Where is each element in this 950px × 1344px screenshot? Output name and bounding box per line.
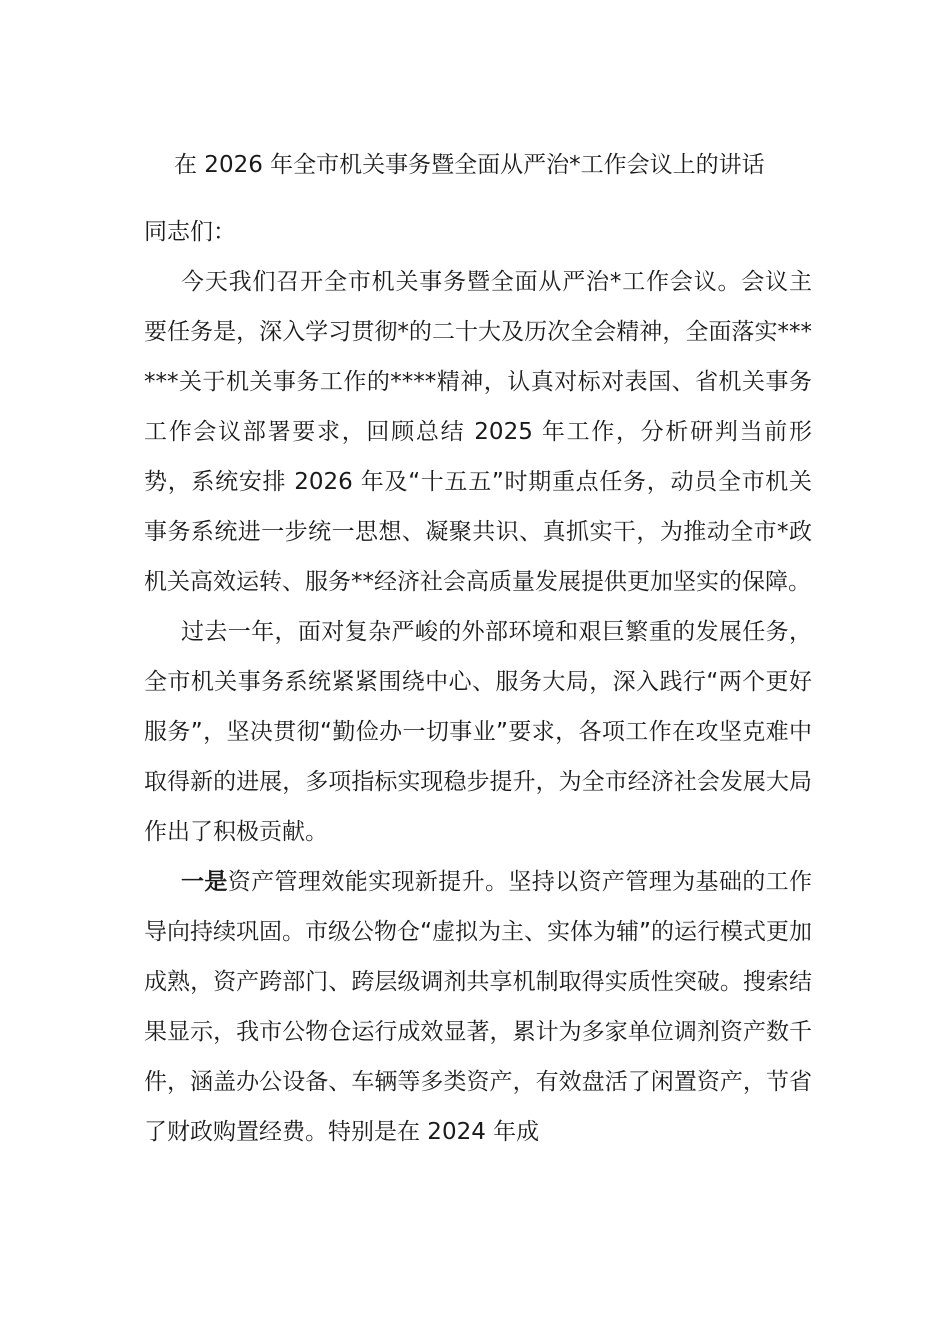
paragraph-text: 今天我们召开全市机关事务暨全面从严治*工作会议。会议主要任务是，深入学习贯彻*的二十大及历次全会精神，全面落实******关于机关事务工作的****精神，认真对标对表国、省机关事务工作会议部署要求，回顾总结 2025 年工作，分析研判当前形势，系统安排 2026 年及“十五五”时期重点任务，动员全市机关事务系统进一步统一思想、凝聚共识、真抓实干，为推动全市*政机关高效运转、服务**经济社会高质量发展提供更加坚实的保障。: [144, 269, 812, 595]
paragraph-lead: 一是: [181, 869, 228, 895]
paragraph-asset-management: [144, 857, 812, 1157]
salutation: 同志们：: [144, 219, 236, 245]
paragraph-text: 过去一年，面对复杂严峻的外部环境和艰巨繁重的发展任务，全市机关事务系统紧紧围绕中心、服务大局，深入践行“两个更好服务”，坚决贯彻“勤俭办一切事业”要求，各项工作在攻坚克难中取得新的进展，多项指标实现稳步提升，为全市经济社会发展大局作出了积极贡献。: [144, 619, 812, 845]
paragraph-review: [144, 607, 812, 857]
document-body: [144, 207, 812, 1157]
paragraph-text: 资产管理效能实现新提升。坚持以资产管理为基础的工作导向持续巩固。市级公物仓“虚拟为主、实体为辅”的运行模式更加成熟，资产跨部门、跨层级调剂共享机制取得实质性突破。搜索结果显示，我市公物仓运行成效显著，累计为多家单位调剂资产数千件，涵盖办公设备、车辆等多类资产，有效盘活了闲置资产，节省了财政购置经费。特别是在 2024 年成: [144, 869, 813, 1145]
paragraph-intro: [144, 257, 812, 607]
document-title: 在 2026 年全市机关事务暨全面从严治*工作会议上的讲话: [174, 152, 765, 178]
